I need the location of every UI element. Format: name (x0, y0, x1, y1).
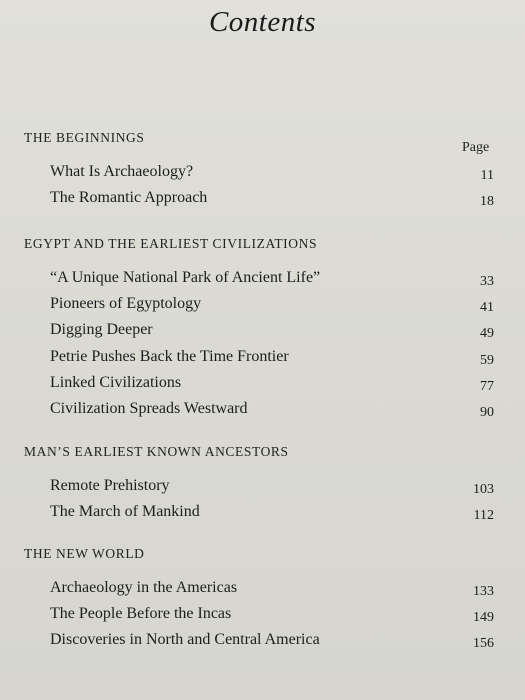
entry-page-number: 33 (480, 274, 494, 289)
toc-entry (24, 627, 494, 653)
entry-title: Pioneers of Egyptology (50, 295, 202, 313)
toc-entry (24, 396, 494, 422)
toc-entry (24, 265, 494, 291)
entry-list (24, 473, 494, 525)
entry-page-number: 112 (473, 508, 494, 524)
entry-page-number: 18 (480, 194, 494, 210)
toc-entry (24, 499, 494, 525)
entry-page-number: 41 (480, 300, 494, 316)
entry-title: Digging Deeper (50, 321, 153, 339)
entry-title: Linked Civilizations (50, 373, 182, 391)
entry-title: What Is Archaeology? (50, 163, 194, 180)
toc-entry (24, 601, 494, 627)
entry-page-number: 156 (473, 636, 494, 652)
section-title: MAN’S EARLIEST KNOWN ANCESTORS (24, 444, 289, 459)
entry-title: Petrie Pushes Back the Time Frontier (50, 347, 289, 365)
entry-title: “A Unique National Park of Ancient Life” (50, 269, 321, 286)
page-title: Contents (208, 6, 317, 38)
toc-entry (24, 370, 494, 396)
section-title: EGYPT AND THE EARLIEST CIVILIZATIONS (24, 236, 318, 251)
entry-title: Discoveries in North and Central America (50, 631, 320, 649)
entry-list (24, 265, 494, 422)
toc-entry (24, 291, 494, 317)
entry-page-number: 90 (480, 404, 494, 420)
toc-section-new-world (24, 543, 494, 654)
toc-section-beginnings (24, 127, 494, 211)
entry-title: Civilization Spreads Westward (50, 399, 248, 417)
entry-list (24, 159, 494, 211)
toc-entry (24, 185, 494, 211)
toc-entry (24, 575, 494, 601)
toc-entry (24, 317, 494, 343)
entry-list (24, 575, 494, 654)
toc-section-ancestors (24, 441, 494, 525)
toc-section-egypt (24, 233, 494, 422)
entry-page-number: 49 (480, 326, 494, 342)
page-column-label: Page (462, 140, 490, 155)
entry-title: The March of Mankind (50, 503, 200, 521)
entry-title: Remote Prehistory (50, 477, 170, 494)
toc-entry (24, 473, 494, 499)
entry-page-number: 103 (473, 482, 494, 497)
toc-entry (24, 159, 494, 185)
entry-title: The Romantic Approach (50, 189, 208, 207)
entry-title: The People Before the Incas (50, 605, 232, 623)
section-title: THE BEGINNINGS (24, 130, 145, 145)
entry-page-number: 59 (480, 352, 494, 368)
entry-page-number: 77 (480, 378, 494, 394)
entry-page-number: 133 (473, 584, 494, 599)
entry-page-number: 11 (480, 168, 494, 183)
toc-entry (24, 344, 494, 370)
entry-title: Archaeology in the Americas (50, 579, 238, 596)
section-title: THE NEW WORLD (24, 546, 145, 561)
entry-page-number: 149 (473, 610, 494, 626)
